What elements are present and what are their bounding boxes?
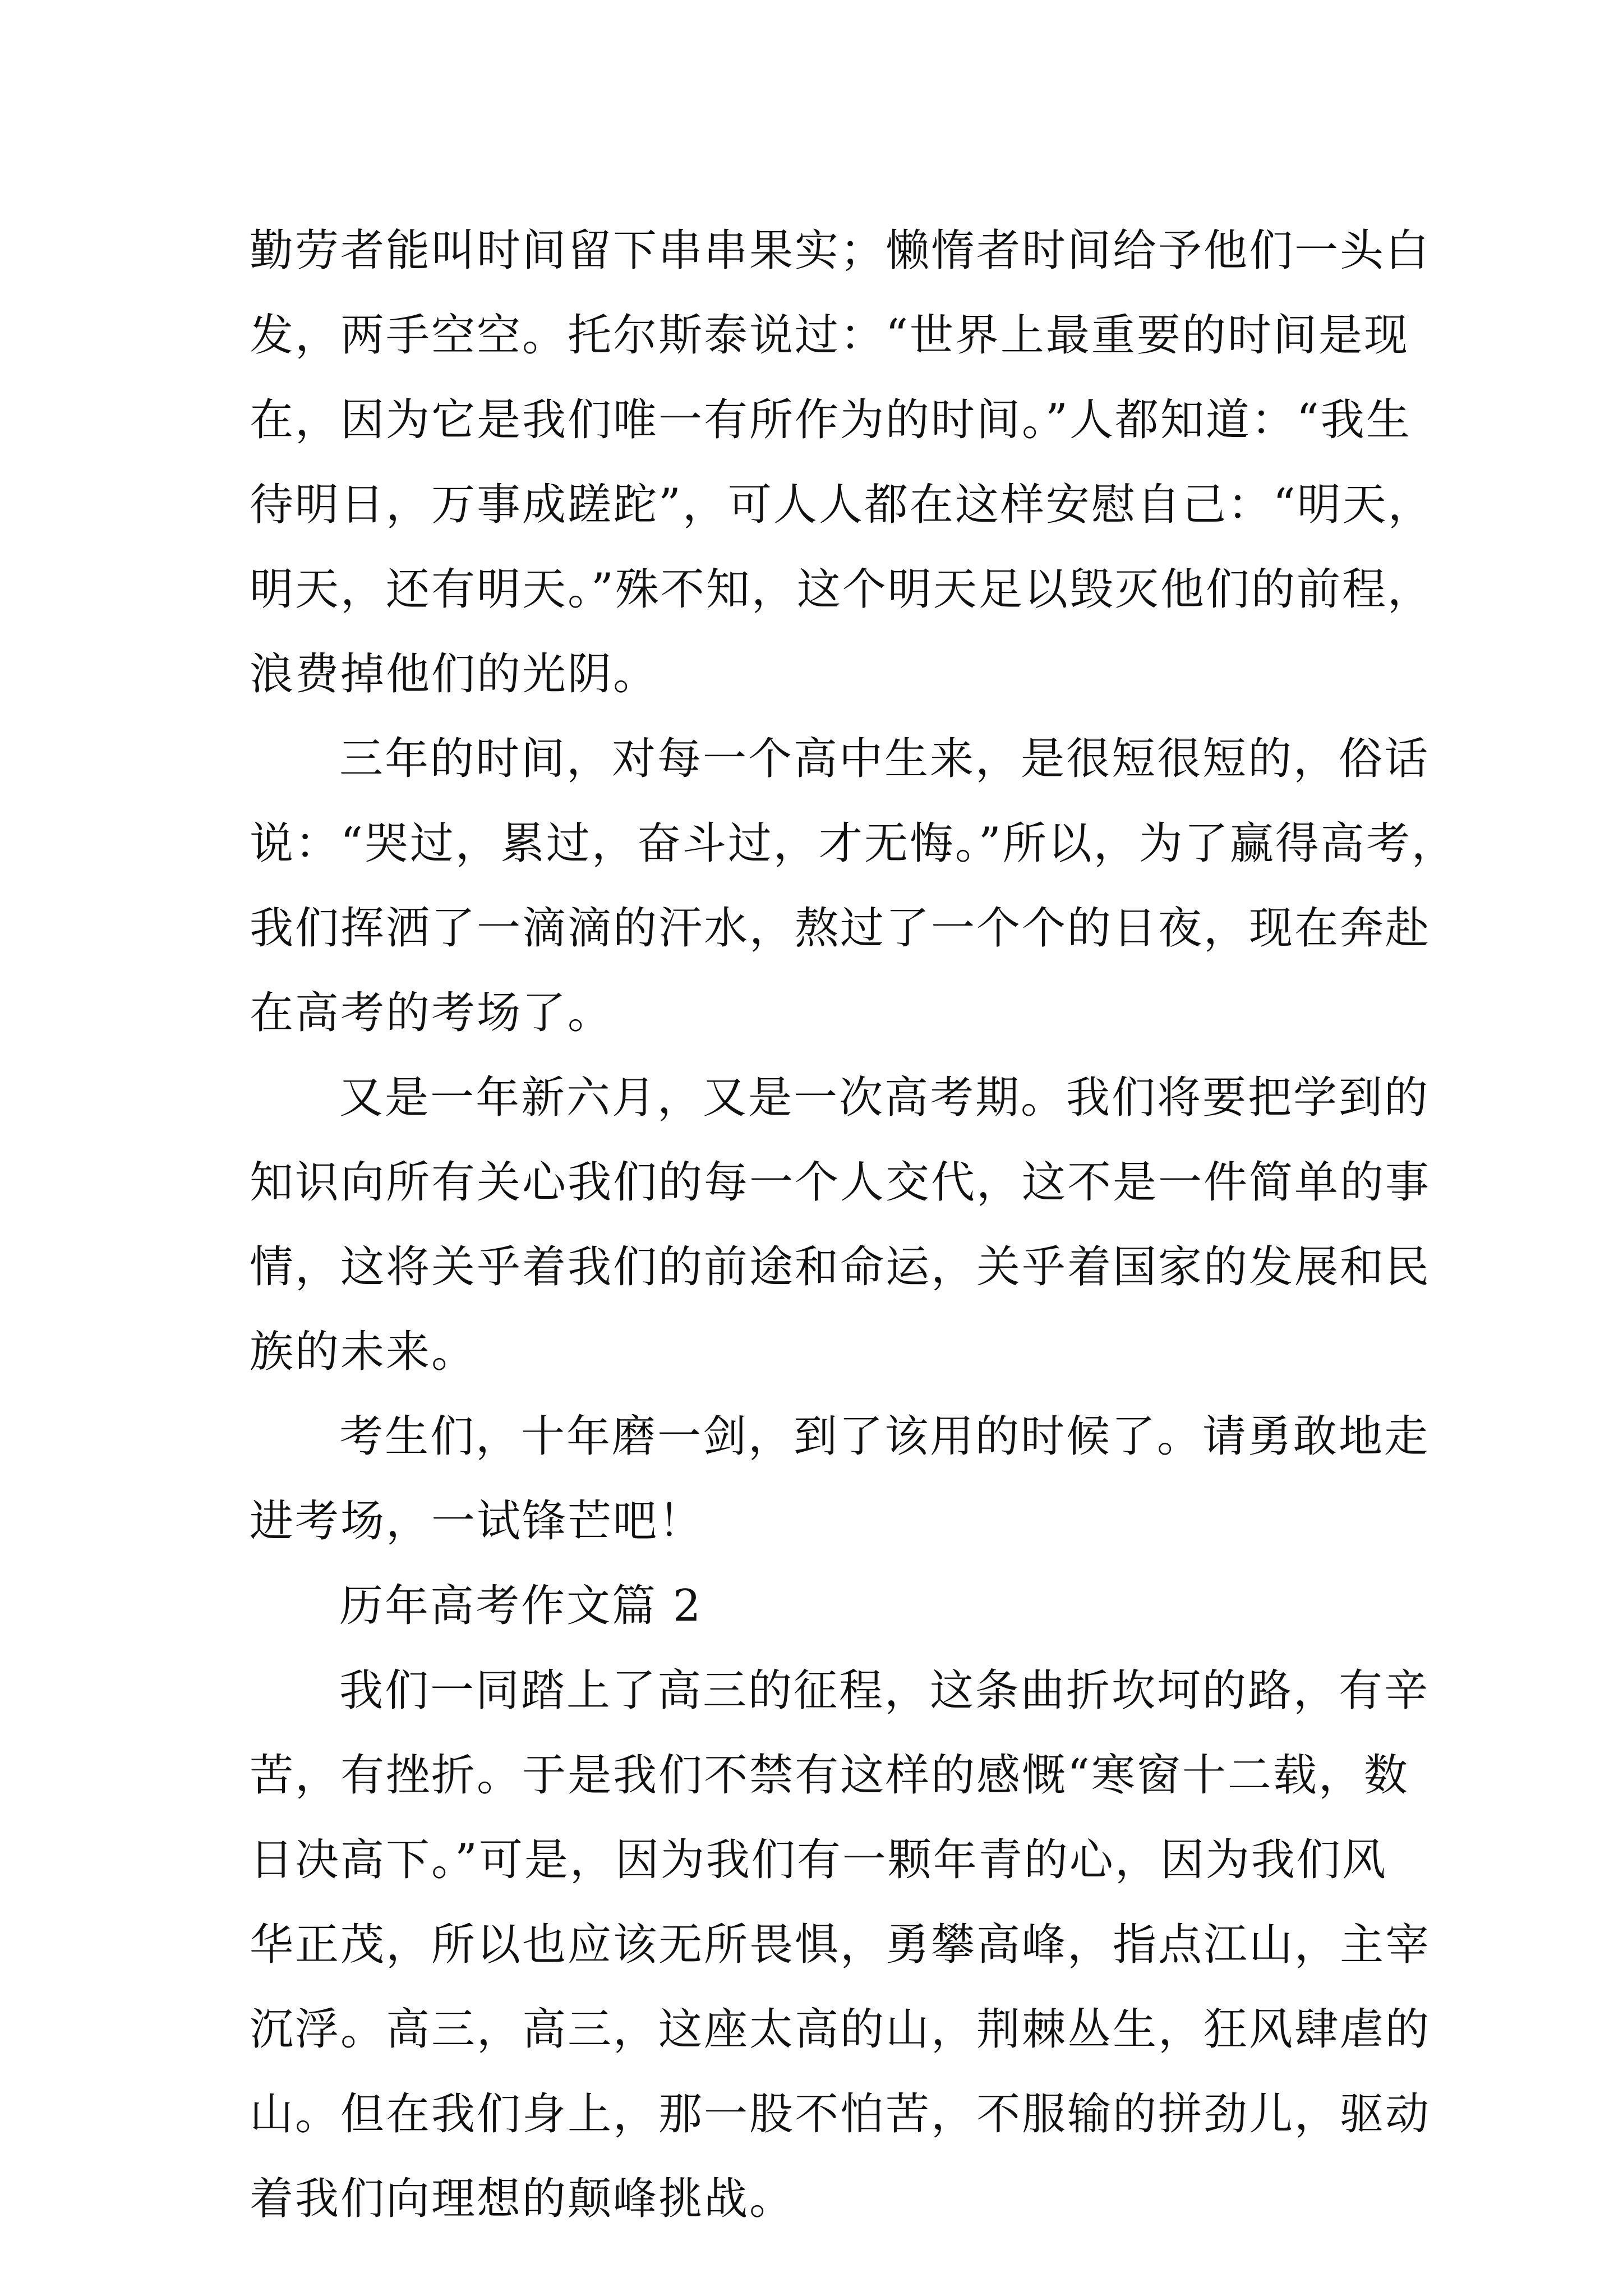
- text-line: 发，两手空空。托尔斯泰说过：“世界上最重要的时间是现: [250, 310, 1409, 361]
- text-line: 在高考的考场了。: [250, 988, 614, 1038]
- paragraph-start-line: 我们一同踏上了高三的征程，这条曲折坎坷的路，有辛: [339, 1665, 1430, 1716]
- text-line: 日决高下。”可是，因为我们有一颗年青的心，因为我们风: [250, 1835, 1387, 1885]
- text-line: 说：“哭过，累过，奋斗过，才无悔。”所以，为了赢得高考，: [250, 818, 1457, 869]
- text-line: 勤劳者能叫时间留下串串果实；懒惰者时间给予他们一头白: [250, 226, 1431, 276]
- text-line: 沉浮。高三，高三，这座太高的山，荆棘丛生，狂风肆虐的: [250, 2004, 1431, 2055]
- text-line: 待明日，万事成蹉跎”，可人人都在这样安慰自己：“明天，: [250, 480, 1433, 530]
- section-heading: 历年高考作文篇 2: [339, 1581, 703, 1631]
- paragraph-start-line: 三年的时间，对每一个高中生来，是很短很短的，俗话: [339, 734, 1430, 784]
- text-line: 着我们向理想的颠峰挑战。: [250, 2174, 795, 2224]
- text-line: 明天，还有明天。”殊不知，这个明天足以毁灭他们的前程，: [250, 564, 1433, 615]
- text-line: 华正茂，所以也应该无所畏惧，勇攀高峰，指点江山，主宰: [250, 1920, 1431, 1970]
- text-line: 族的未来。: [250, 1327, 477, 1377]
- text-line: 山。但在我们身上，那一股不怕苦，不服输的拼劲儿，驱动: [250, 2089, 1431, 2139]
- paragraph-start-line: 考生们，十年磨一剑，到了该用的时候了。请勇敢地走: [339, 1411, 1430, 1462]
- text-line: 苦，有挫折。于是我们不禁有这样的感慨“寒窗十二载，数: [250, 1750, 1409, 1801]
- text-line: 我们挥洒了一滴滴的汗水，熬过了一个个的日夜，现在奔赴: [250, 903, 1431, 954]
- text-line: 浪费掉他们的光阴。: [250, 649, 659, 700]
- text-line: 进考场，一试锋芒吧！: [250, 1496, 704, 1547]
- text-line: 知识向所有关心我们的每一个人交代，这不是一件简单的事: [250, 1157, 1431, 1208]
- text-line: 情，这将关乎着我们的前途和命运，关乎着国家的发展和民: [250, 1242, 1431, 1292]
- paragraph-start-line: 又是一年新六月，又是一次高考期。我们将要把学到的: [339, 1073, 1430, 1123]
- text-line: 在，因为它是我们唯一有所作为的时间。”人都知道：“我生: [250, 395, 1412, 445]
- document-body: [250, 209, 1457, 2242]
